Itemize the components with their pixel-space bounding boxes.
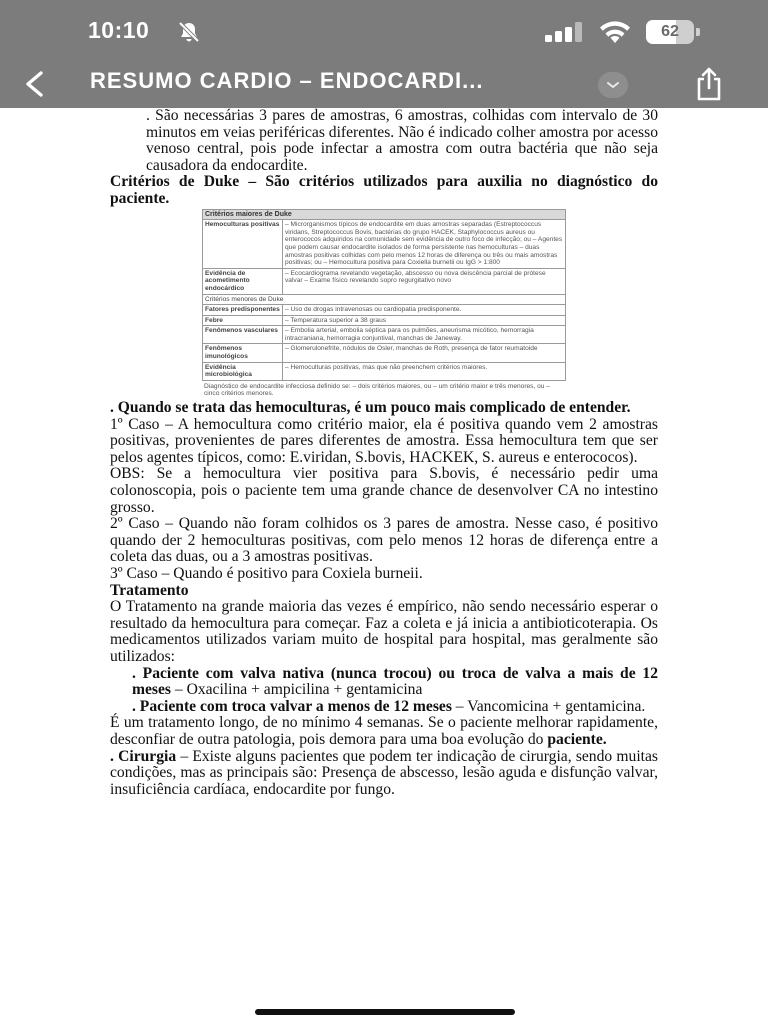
row-text: – Microrganismos típicos de endocardite em duas amostras separadas (Estreptococcus viridans, Streptococcus Bovis, bactérias do grupo HACEK, Staphylococcus aureus ou enterococos adquiridos na comunidade sem evidência de outro foco de infecção; ou – Agentes que podem causar endocardite isolados de forma persistente nas hemoculturas – duas amostras positivas colhidas com pelo menos 12 horas de diferença ou três ou mais amostras positivas; ou – Hemocultura positiva para Coxiella burnetii ou IgG > 1:800	[283, 220, 566, 269]
row-label: Febre	[203, 315, 283, 326]
row-label: Fenômenos vasculares	[203, 326, 283, 344]
status-time: 10:10	[88, 17, 150, 43]
paragraph-tratamento-longo	[110, 715, 658, 748]
chevron-down-icon	[606, 80, 620, 90]
row-label: Hemoculturas positivas	[203, 220, 283, 269]
back-button[interactable]	[16, 66, 52, 102]
troca-valvar-bold: . Paciente com troca valvar a menos de 12 meses	[132, 697, 452, 715]
row-text: – Uso de drogas intravenosas ou cardiopatia predisponente.	[283, 305, 566, 316]
battery-indicator	[646, 20, 700, 44]
tratamento-longo-text: É um tratamento longo, de no mínimo 4 semanas. Se o paciente melhorar rapidamente, desconfiar de outra patologia, pois demora para uma boa evolução do	[110, 714, 658, 748]
figure-footer: Diagnóstico de endocardite infecciosa definido se: – dois critérios maiores, ou – um critério maior e três menores, ou – cinco critérios menores.	[204, 382, 550, 398]
troca-valvar-rest: – Vancomicina + gentamicina.	[451, 697, 646, 715]
navigation-bar	[0, 60, 768, 108]
table-row	[203, 362, 566, 380]
table-row	[203, 268, 566, 294]
cellular-signal-icon	[545, 22, 585, 42]
row-label: Evidência de acometimento endocárdico	[203, 268, 283, 294]
row-label: Evidência microbiológica	[203, 362, 283, 380]
cirurgia-bold: . Cirurgia	[110, 747, 177, 765]
row-label: Fenômenos imunológicos	[203, 344, 283, 362]
share-icon	[692, 66, 726, 102]
title-dropdown-button[interactable]	[598, 72, 628, 98]
row-label: Fatores predisponentes	[203, 305, 283, 316]
paragraph-troca-valvar	[110, 699, 658, 716]
figure-header: Critérios maiores de Duke	[203, 209, 566, 220]
home-indicator[interactable]	[255, 1009, 515, 1015]
duke-criteria-figure	[202, 209, 566, 398]
table-row	[203, 344, 566, 362]
heading-criterios-duke: Critérios de Duke – São critérios utilizados para auxilia no diagnóstico do paciente.	[110, 173, 658, 207]
document-content[interactable]	[110, 108, 658, 1024]
row-text: – Hemoculturas positivas, mas que não preenchem critérios maiores.	[283, 362, 566, 380]
row-text: – Ecocardiograma revelando vegetação, abscesso ou nova deiscência parcial de prótese valvar – Exame físico revelando sopro regurgitativo novo	[283, 268, 566, 294]
table-row	[203, 315, 566, 326]
row-text: – Embolia arterial, embolia séptica para os pulmões, aneurisma micótico, hemorragia intracraniana, hemorragia conjuntival, manchas de Janeway.	[283, 326, 566, 344]
document-title[interactable]: RESUMO CARDIO – ENDOCARDI...	[90, 68, 484, 93]
paragraph-caso-1: 1º Caso – A hemocultura como critério maior, ela é positiva quando vem 2 amostras positivas, provenientes de pares diferentes de amostra. Essa hemocultura tem que ser pelos agentes típicos, como: E.viridan, S.bovis, HACKEK, S. aureus e enterococos).	[110, 415, 658, 466]
battery-level: 62	[661, 23, 679, 40]
paragraph-obs: OBS: Se a hemocultura vier positiva para S.bovis, é necessário pedir uma colonoscopia, pois o paciente tem uma grande chance de desenvolver CA no intestino grosso.	[110, 465, 658, 516]
heading-tratamento: Tratamento	[110, 581, 189, 599]
row-text: – Temperatura superior a 38 graus	[283, 315, 566, 326]
row-text: – Glomerulonefrite, nódulos de Osler, manchas de Roth, presença de fator reumatoide	[283, 344, 566, 362]
paragraph-valva-nativa	[110, 666, 658, 699]
heading-hemoculturas: . Quando se trata das hemoculturas, é um pouco mais complicado de entender.	[110, 399, 631, 417]
table-row	[203, 326, 566, 344]
paragraph-tratamento: O Tratamento na grande maioria das vezes é empírico, não sendo necessário esperar o resultado da hemocultura para começar. Faz a coleta e já inicia a antibioticoterapia. Os medicamentos utilizados variam muito de hospital para hospital, mas geralmente são utilizados:	[110, 598, 658, 665]
wifi-icon	[598, 20, 632, 44]
paragraph-caso-3: 3º Caso – Quando é positivo para Coxiela burneii.	[110, 564, 423, 582]
bell-slash-icon	[177, 21, 201, 43]
figure-subheader: Critérios menores de Duke	[203, 294, 566, 305]
share-button[interactable]	[690, 64, 728, 104]
tratamento-longo-bold: paciente.	[547, 730, 607, 748]
table-row	[203, 305, 566, 316]
status-bar	[0, 0, 768, 60]
paragraph-cirurgia	[110, 749, 658, 799]
duke-criteria-table	[202, 209, 566, 381]
paragraph-caso-2: 2º Caso – Quando não foram colhidos os 3 pares de amostra. Nesse caso, é positivo quando der 2 hemoculturas positivas, com pelo menos 12 horas de diferença entre a coleta das duas, ou a 3 amostras positivas.	[110, 515, 658, 566]
paragraph-amostras: . São necessárias 3 pares de amostras, 6 amostras, colhidas com intervalo de 30 minutos em veias periféricas diferentes. Não é indicado colher amostra por acesso venoso central, pois pode infectar a amostra com outra bactéria que não seja causadora da endocardite.	[146, 108, 658, 174]
chevron-left-icon	[23, 70, 45, 98]
table-row	[203, 220, 566, 269]
top-chrome	[0, 0, 768, 108]
cirurgia-rest: – Existe alguns pacientes que podem ter indicação de cirurgia, sendo muitas condições, mas as principais são: Presença de abscesso, lesão aguda e disfunção valvar, insuficiência cardíaca, endocardite por fungo.	[110, 747, 658, 798]
valva-nativa-bold: . Paciente com valva nativa (nunca trocou) ou troca de valva a mais de 12 meses	[132, 664, 658, 699]
valva-nativa-rest: – Oxacilina + ampicilina + gentamicina	[170, 681, 423, 699]
